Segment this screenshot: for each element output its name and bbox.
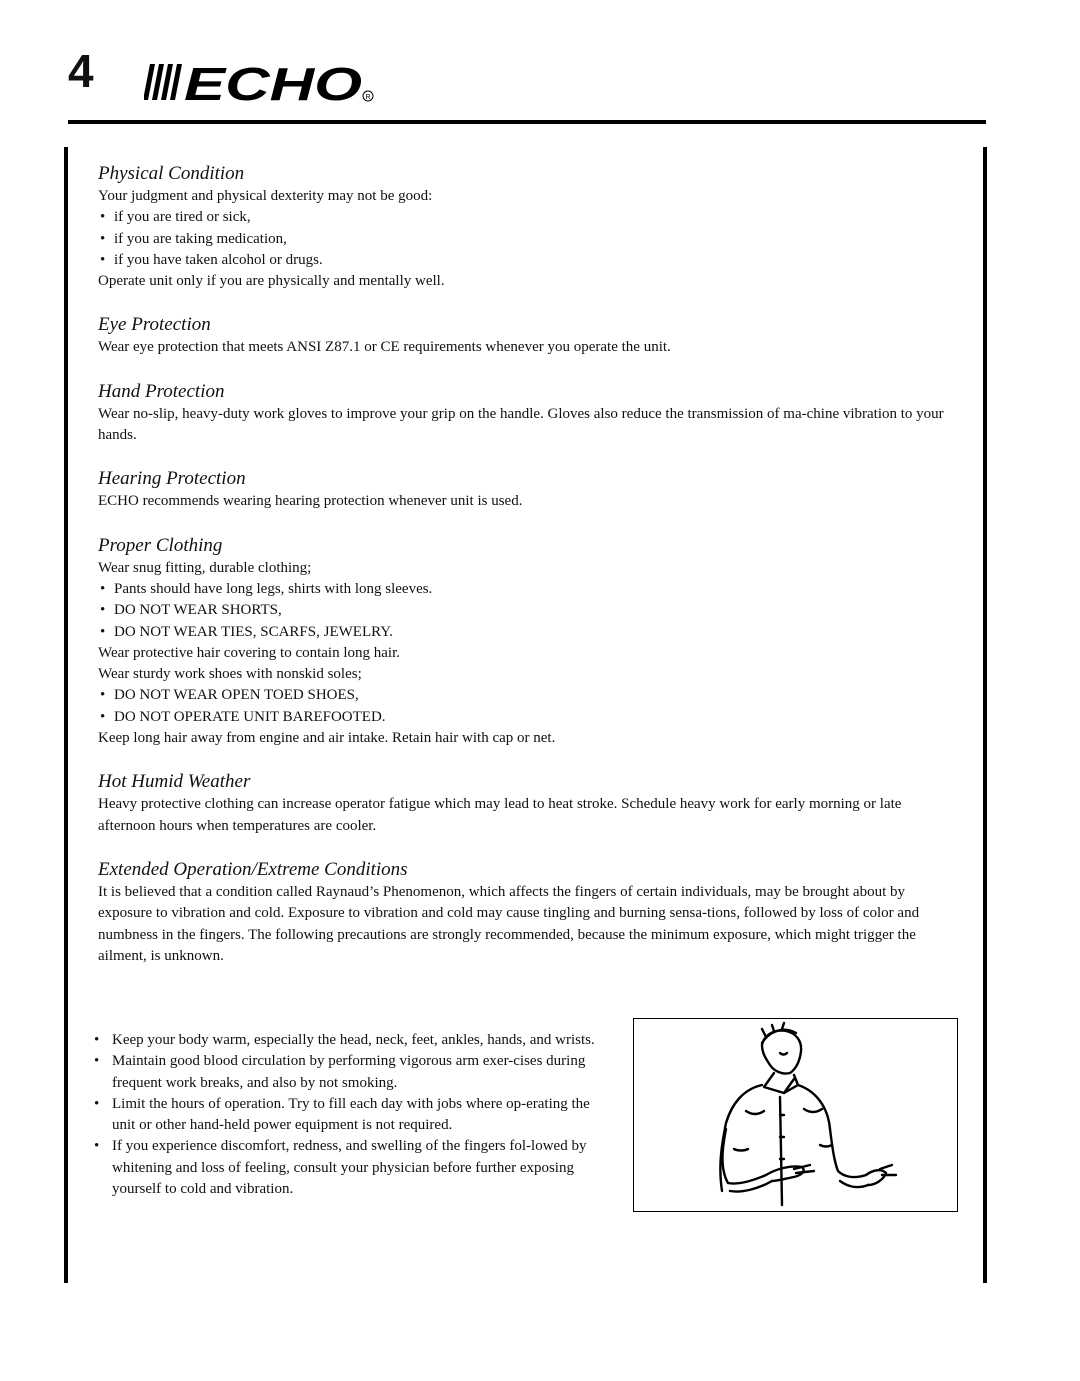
list-item: • If you experience discomfort, redness, and swelling of the fingers fol-lowed by whitening and loss of feeling, consult your physician before further exposing yourself to cold and vibration.: [92, 1136, 612, 1200]
section-title: Eye Protection: [98, 314, 211, 336]
right-margin-rule: [983, 147, 987, 1283]
section-text: Wear snug fitting, durable clothing;: [98, 559, 312, 576]
echo-logo: [144, 56, 376, 106]
section-text: Wear no-slip, heavy-duty work gloves to improve your grip on the handle. Gloves also reduce the transmission of ma-chine vibration to your hands.: [98, 405, 944, 444]
section-hot-humid-weather: [98, 769, 958, 837]
section-proper-clothing: [98, 533, 958, 750]
section-title: Proper Clothing: [98, 534, 223, 556]
list-item: • Keep your body warm, especially the head, neck, feet, ankles, hands, and wrists.: [92, 1030, 612, 1051]
section-title: Hand Protection: [98, 380, 225, 402]
section-text: Wear sturdy work shoes with nonskid soles;: [98, 666, 362, 683]
section-title: Hearing Protection: [98, 468, 246, 490]
list-item: • Maintain good blood circulation by performing vigorous arm exer-cises during frequent work breaks, and also by not smoking.: [92, 1051, 612, 1094]
list-item: • Limit the hours of operation. Try to fill each day with jobs where op-erating the unit or other hand-held power equipment is not required.: [92, 1094, 612, 1137]
precautions-list-block: [92, 1030, 612, 1200]
bullet-list: [98, 579, 958, 643]
section-text: Wear eye protection that meets ANSI Z87.1 or CE requirements whenever you operate the unit.: [98, 339, 671, 356]
list-item: • DO NOT WEAR SHORTS,: [98, 600, 958, 621]
page-number: 4: [68, 45, 94, 97]
svg-text:R: R: [365, 94, 371, 101]
section-text: Operate unit only if you are physically and mentally well.: [98, 273, 445, 290]
bullet-list: [98, 207, 958, 271]
list-item: • DO NOT WEAR OPEN TOED SHOES,: [98, 685, 958, 706]
section-hearing-protection: [98, 466, 958, 512]
list-item: • if you are taking medication,: [98, 229, 958, 250]
bullet-list: [92, 1030, 612, 1200]
list-item: • if you are tired or sick,: [98, 207, 958, 228]
content: [98, 161, 958, 967]
svg-text:ECHO: ECHO: [184, 58, 363, 106]
section-title: Physical Condition: [98, 163, 245, 184]
section-text: Wear protective hair covering to contain long hair.: [98, 644, 401, 661]
section-title: Extended Operation/Extreme Conditions: [98, 858, 408, 880]
header-rule: [68, 120, 986, 124]
list-item: • if you have taken alcohol or drugs.: [98, 250, 958, 271]
section-eye-protection: [98, 312, 958, 358]
left-margin-rule: [64, 147, 68, 1283]
section-text: Keep long hair away from engine and air intake. Retain hair with cap or net.: [98, 730, 556, 747]
list-item: • DO NOT OPERATE UNIT BAREFOOTED.: [98, 707, 958, 728]
section-text: It is believed that a condition called Raynaud’s Phenomenon, which affects the fingers of certain individuals, may be brought about by exposure to vibration and cold. Exposure to vibration and cold may cause tingling and burning sensa-tions, followed by loss of color and numbness in the fingers. The following precautions are strongly recommended, because the minimum exposure, which might trigger the ailment, is unknown.: [98, 883, 920, 964]
section-text: Heavy protective clothing can increase operator fatigue which may lead to heat stroke. Schedule heavy work for early morning or late afternoon hours when temperatures are cooler.: [98, 796, 902, 834]
illustration-frame: [633, 1018, 958, 1212]
section-hand-protection: [98, 379, 958, 447]
section-extended-operation: [98, 857, 958, 967]
section-physical-condition: [98, 161, 958, 292]
list-item: • DO NOT WEAR TIES, SCARFS, JEWELRY.: [98, 622, 958, 643]
section-text: ECHO recommends wearing hearing protection whenever unit is used.: [98, 493, 523, 510]
section-text: Your judgment and physical dexterity may not be good:: [98, 188, 433, 204]
bullet-list: [98, 685, 958, 728]
man-cold-hands-illustration: [634, 1019, 957, 1211]
section-title: Hot Humid Weather: [98, 771, 251, 793]
list-item: • Pants should have long legs, shirts with long sleeves.: [98, 579, 958, 600]
